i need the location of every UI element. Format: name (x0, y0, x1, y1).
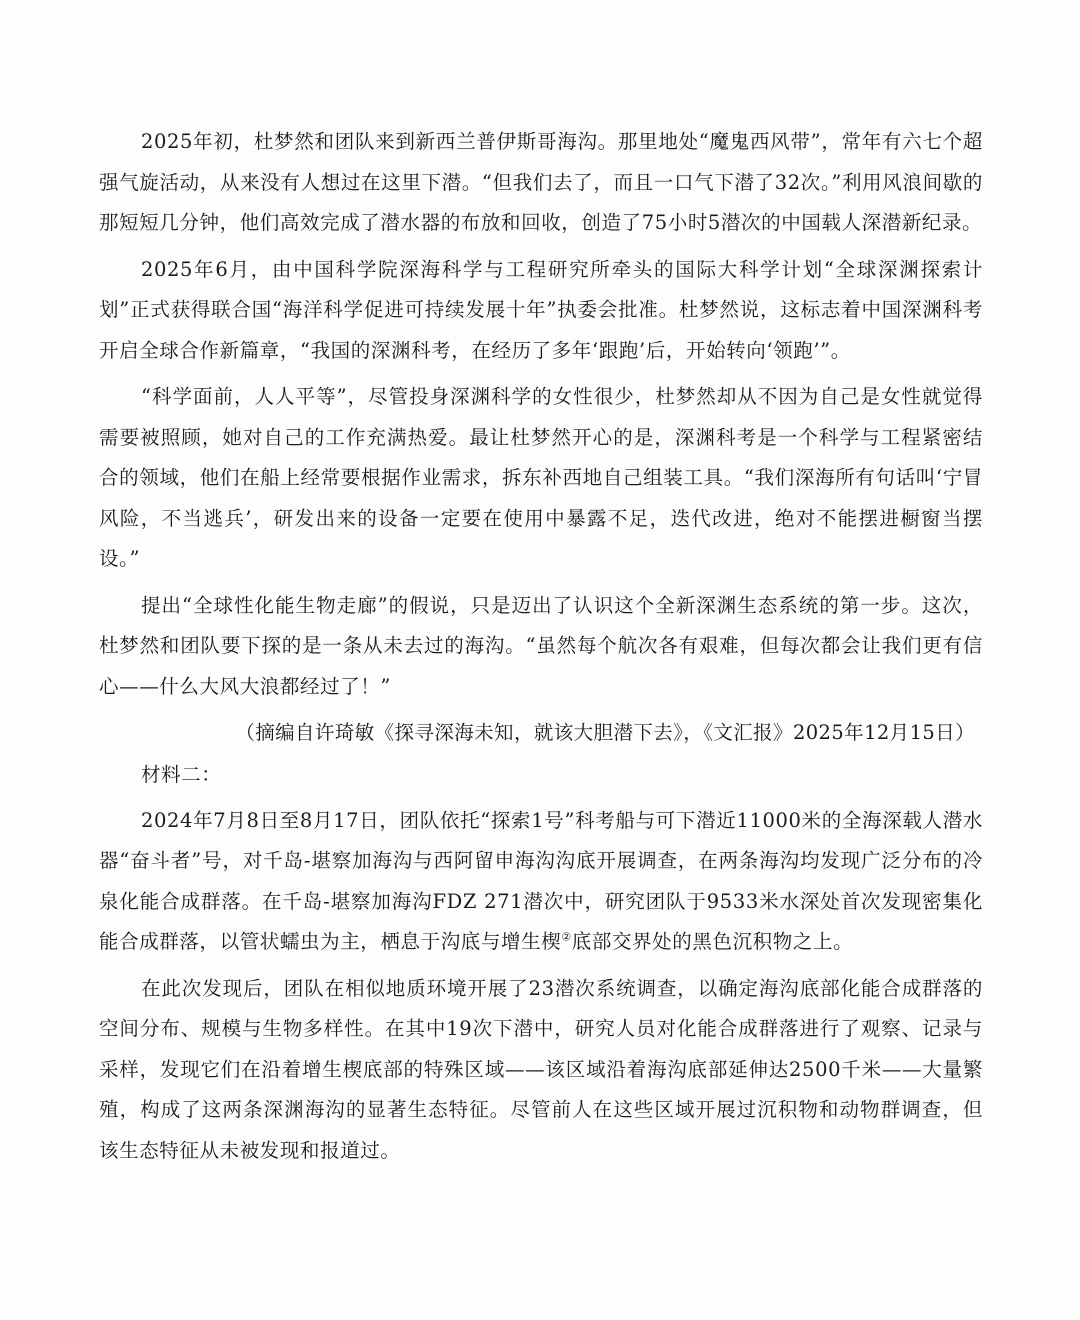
article-body (99, 122, 983, 1177)
source-citation: （摘编自许琦敏《探寻深海未知，就该大胆潜下去》，《文汇报》2025年12月15日） (235, 721, 975, 744)
paragraph-3: “科学面前，人人平等”，尽管投身深渊科学的女性很少，杜梦然却从不因为自己是女性就觉得需要被照顾，她对自己的工作充满热爱。最让杜梦然开心的是，深渊科考是一个科学与工程紧密结合的领域，他们在船上经常要根据作业需求，拆东补西地自己组装工具。“我们深海所有句话叫‘宁冒风险，不当逃兵’，研发出来的设备一定要在使用中暴露不足，迭代改进，绝对不能摆进橱窗当摆设。” (99, 385, 983, 570)
paragraph-5-text-end: 底部交界处的黑色沉积物之上。 (571, 930, 854, 953)
paragraph-2: 2025年6月，由中国科学院深海科学与工程研究所牵头的国际大科学计划“全球深渊探索计划”正式获得联合国“海洋科学促进可持续发展十年”执委会批准。杜梦然说，这标志着中国深渊科考开启全球合作新篇章，“我国的深渊科考，在经历了多年‘跟跑’后，开始转向‘领跑’”。 (99, 257, 983, 362)
footnote-marker: ② (561, 930, 572, 944)
paragraph-5 (99, 801, 983, 963)
paragraph-5-text: 2024年7月8日至8月17日，团队依托“探索1号”科考船与可下潜近11000米的全海深载人潜水器“奋斗者”号，对千岛-堪察加海沟与西阿留申海沟沟底开展调查，在两条海沟均发现广泛分布的冷泉化能合成群落。在千岛-堪察加海沟FDZ 271潜次中，研究团队于9533米水深处首次发现密集化能合成群落，以管状蠕虫为主，栖息于沟底与增生楔 (99, 808, 983, 953)
paragraph-1: 2025年初，杜梦然和团队来到新西兰普伊斯哥海沟。那里地处“魔鬼西风带”，常年有六七个超强气旋活动，从来没有人想过在这里下潜。“但我们去了，而且一口气下潜了32次。”利用风浪间歇的那短短几分钟，他们高效完成了潜水器的布放和回收，创造了75小时5潜次的中国载人深潜新纪录。 (99, 130, 983, 234)
paragraph-6: 在此次发现后，团队在相似地质环境开展了23潜次系统调查，以确定海沟底部化能合成群落的空间分布、规模与生物多样性。在其中19次下潜中，研究人员对化能合成群落进行了观察、记录与采样，发现它们在沿着增生楔底部的特殊区域——该区域沿着海沟底部延伸达2500千米——大量繁殖，构成了这两条深渊海沟的显著生态特征。尽管前人在这些区域开展过沉积物和动物群调查，但该生态特征从未被发现和报道过。 (99, 976, 983, 1162)
section-heading: 材料二： (141, 762, 222, 786)
paragraph-4: 提出“全球性化能生物走廊”的假说，只是迈出了认识这个全新深渊生态系统的第一步。这次，杜梦然和团队要下探的是一条从未去过的海沟。“虽然每个航次各有艰难，但每次都会让我们更有信心——什么大风大浪都经过了！” (99, 593, 983, 698)
